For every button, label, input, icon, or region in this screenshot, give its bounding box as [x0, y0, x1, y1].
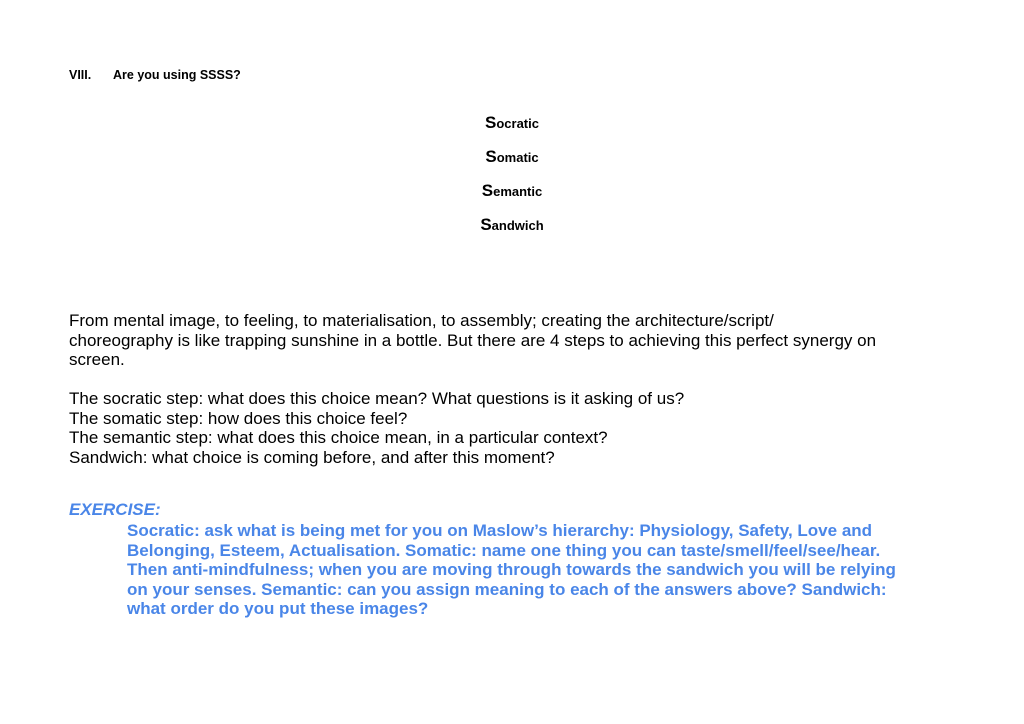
intro-paragraph	[69, 311, 949, 370]
exercise-line: on your senses. Semantic: can you assign meaning to each of the answers above? Sandwich:	[127, 579, 887, 599]
ssss-initial: S	[485, 147, 497, 166]
ssss-list	[0, 110, 1024, 246]
section-title: Are you using SSSS?	[113, 68, 241, 82]
ssss-item-socratic	[0, 110, 1024, 144]
intro-line: From mental image, to feeling, to materialisation, to assembly; creating the architecture/script/	[69, 311, 774, 330]
intro-line: screen.	[69, 350, 125, 370]
ssss-rest: emantic	[493, 184, 543, 199]
section-heading	[69, 68, 241, 82]
ssss-initial: S	[480, 215, 492, 234]
exercise-line: what order do you put these images?	[127, 599, 429, 619]
ssss-item-semantic	[0, 178, 1024, 212]
steps-list	[69, 389, 949, 467]
exercise-line: Belonging, Esteem, Actualisation. Somatic: name one thing you can taste/smell/feel/see/hear.	[127, 540, 881, 560]
step-sandwich: Sandwich: what choice is coming before, and after this moment?	[69, 447, 555, 467]
ssss-item-sandwich	[0, 212, 1024, 246]
step-semantic: The semantic step: what does this choice mean, in a particular context?	[69, 428, 608, 448]
exercise-line: Then anti-mindfulness; when you are moving through towards the sandwich you will be relying	[127, 560, 896, 580]
ssss-initial: S	[481, 181, 494, 200]
ssss-item-somatic	[0, 144, 1024, 178]
ssss-rest: andwich	[491, 218, 544, 233]
step-socratic: The socratic step: what does this choice mean? What questions is it asking of us?	[69, 389, 685, 408]
exercise-line: Socratic: ask what is being met for you on Maslow’s hierarchy: Physiology, Safety, Love and	[127, 521, 873, 540]
exercise-title: EXERCISE:	[69, 500, 161, 519]
step-somatic: The somatic step: how does this choice feel?	[69, 408, 408, 428]
section-number: VIII.	[69, 68, 92, 82]
ssss-rest: omatic	[496, 150, 539, 165]
ssss-rest: ocratic	[496, 116, 539, 131]
intro-line: choreography is like trapping sunshine in a bottle. But there are 4 steps to achieving this perfect synergy on	[69, 330, 877, 350]
exercise-body	[127, 521, 947, 619]
ssss-initial: S	[485, 113, 497, 132]
